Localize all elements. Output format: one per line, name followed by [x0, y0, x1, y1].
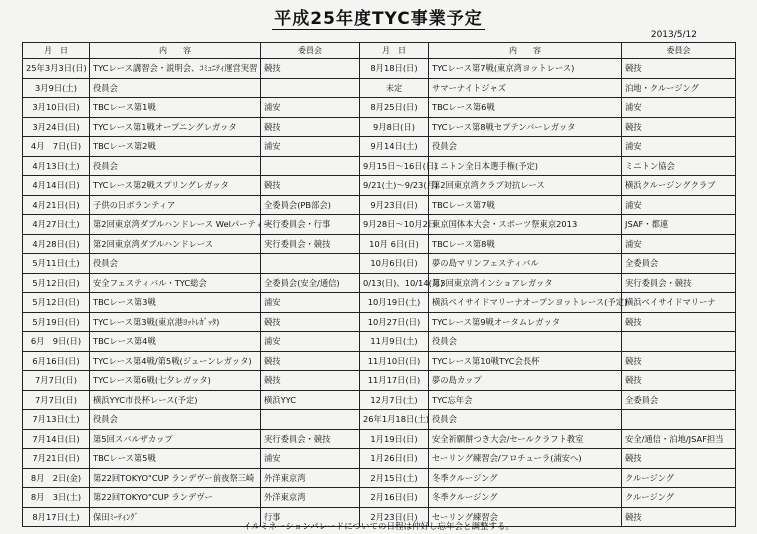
cell-content-left: 第5回スバルザカップ	[90, 429, 261, 449]
cell-committee-right: 実行委員会・競技	[622, 273, 736, 293]
cell-date-left: 4月 7日(日)	[23, 137, 90, 157]
cell-committee-left: 行事	[261, 507, 360, 527]
table-row	[23, 468, 736, 488]
cell-date-left: 6月16日(日)	[23, 351, 90, 371]
cell-content-right: サマーナイトジャズ	[429, 78, 622, 98]
cell-date-right: 1月26日(日)	[360, 449, 429, 469]
table-row	[23, 332, 736, 352]
cell-content-right: TYCレース第8戦セプテンバーレガッタ	[429, 117, 622, 137]
header-content-right: 内 容	[429, 43, 622, 59]
page-title: 平成25年度TYC事業予定	[274, 9, 483, 29]
cell-content-right: TYCレース第10戦TYC会長杯	[429, 351, 622, 371]
table-row	[23, 371, 736, 391]
cell-committee-right: 競技	[622, 507, 736, 527]
cell-date-left: 4月13日(土)	[23, 156, 90, 176]
cell-content-left: 第2回東京湾ダブルハンドレース	[90, 234, 261, 254]
cell-content-right: TYCレース第7戦(東京湾ヨットレース)	[429, 59, 622, 79]
cell-committee-right: 競技	[622, 59, 736, 79]
cell-content-right: 横浜ベイサイドマリーナオープンヨットレース(予定)	[429, 293, 622, 313]
cell-date-right: 9月8日(日)	[360, 117, 429, 137]
cell-content-right: TBCレース第8戦	[429, 234, 622, 254]
table-row	[23, 449, 736, 469]
cell-date-right: 10月27日(日)	[360, 312, 429, 332]
table-row	[23, 410, 736, 430]
cell-content-left: TBCレース第5戦	[90, 449, 261, 469]
cell-content-left: 子供の日ボランティア	[90, 195, 261, 215]
cell-content-left: 安全フェスティバル・TYC総会	[90, 273, 261, 293]
cell-date-right: 0/13(日)、10/14(月)	[360, 273, 429, 293]
cell-content-right: TYC忘年会	[429, 390, 622, 410]
cell-content-left: TBCレース第4戦	[90, 332, 261, 352]
cell-date-left: 4月27日(土)	[23, 215, 90, 235]
cell-date-right: 未定	[360, 78, 429, 98]
table-row	[23, 234, 736, 254]
cell-committee-left: 浦安	[261, 293, 360, 313]
cell-date-right: 11月9日(土)	[360, 332, 429, 352]
cell-date-right: 10月19日(土)	[360, 293, 429, 313]
cell-content-left: 保田ﾐｰﾃｨﾝｸﾞ	[90, 507, 261, 527]
table-row	[23, 312, 736, 332]
cell-committee-right: 全委員会	[622, 254, 736, 274]
table-header-row	[23, 43, 736, 59]
cell-date-right: 10月6日(日)	[360, 254, 429, 274]
cell-content-left: TYCレース講習会・説明会、ｺﾐｭﾆﾃｨ運営実習	[90, 59, 261, 79]
cell-date-right: 9月14日(土)	[360, 137, 429, 157]
cell-committee-left	[261, 410, 360, 430]
table-row	[23, 176, 736, 196]
cell-date-left: 7月13日(土)	[23, 410, 90, 430]
cell-date-left: 7月7日(日)	[23, 371, 90, 391]
cell-content-left: TYCレース第3戦(東京港ﾖｯﾄﾚｶﾞｯﾀ)	[90, 312, 261, 332]
cell-committee-right: 浦安	[622, 98, 736, 118]
cell-date-left: 6月 9日(日)	[23, 332, 90, 352]
cell-content-left: 第22回TOKYO"CUP ランデヴー前夜祭三崎	[90, 468, 261, 488]
table-row	[23, 78, 736, 98]
cell-content-right: 東京国体本大会・スポーツ祭東京2013	[429, 215, 622, 235]
cell-content-right: 夢の島カップ	[429, 371, 622, 391]
cell-date-left: 8月 3日(土)	[23, 488, 90, 508]
cell-content-left: TBCレース第2戦	[90, 137, 261, 157]
table-row	[23, 215, 736, 235]
cell-committee-right: 競技	[622, 371, 736, 391]
cell-date-left: 4月14日(日)	[23, 176, 90, 196]
cell-date-right: 1月19日(日)	[360, 429, 429, 449]
cell-content-right: セーリング練習会/フロチューラ(浦安へ)	[429, 449, 622, 469]
cell-date-right: 2月16日(日)	[360, 488, 429, 508]
cell-content-left: TBCレース第3戦	[90, 293, 261, 313]
header-date-left: 月 日	[23, 43, 90, 59]
cell-date-left: 25年3月3日(日)	[23, 59, 90, 79]
cell-committee-left: 競技	[261, 59, 360, 79]
cell-committee-left: 浦安	[261, 98, 360, 118]
cell-date-left: 5月12日(日)	[23, 293, 90, 313]
cell-date-right: 2月23日(日)	[360, 507, 429, 527]
cell-committee-left: 実行委員会・行事	[261, 215, 360, 235]
cell-committee-right: 浦安	[622, 137, 736, 157]
cell-date-right: 9/21(土)～9/23(月)	[360, 176, 429, 196]
table-row	[23, 429, 736, 449]
cell-committee-left: 横浜YYC	[261, 390, 360, 410]
cell-content-left: 役員会	[90, 156, 261, 176]
cell-committee-right: 競技	[622, 312, 736, 332]
cell-committee-left: 外洋東京湾	[261, 488, 360, 508]
header-content-left: 内 容	[90, 43, 261, 59]
cell-committee-right: 浦安	[622, 195, 736, 215]
cell-date-right: 8月25日(日)	[360, 98, 429, 118]
cell-committee-right	[622, 332, 736, 352]
cell-committee-left: 全委員会(PB部会)	[261, 195, 360, 215]
cell-date-right: 9月15日～16日(日)	[360, 156, 429, 176]
cell-content-left: 役員会	[90, 254, 261, 274]
cell-date-left: 7月14日(日)	[23, 429, 90, 449]
cell-content-right: セーリング練習会	[429, 507, 622, 527]
cell-content-right: 第3回東京湾インショアレガッタ	[429, 273, 622, 293]
cell-date-left: 4月28日(日)	[23, 234, 90, 254]
cell-committee-right: 安全/通信・泊地/JSAF担当	[622, 429, 736, 449]
table-row	[23, 117, 736, 137]
cell-committee-right: 泊地・クルージング	[622, 78, 736, 98]
cell-content-left: TYCレース第1戦オープニングレガッタ	[90, 117, 261, 137]
cell-content-right: TYCレース第9戦オータムレガッタ	[429, 312, 622, 332]
cell-content-right: 第2回東京湾クラブ対抗レース	[429, 176, 622, 196]
cell-committee-right: 全委員会	[622, 390, 736, 410]
cell-committee-left: 競技	[261, 351, 360, 371]
cell-committee-left: 外洋東京湾	[261, 468, 360, 488]
document-date: 2013/5/12	[650, 30, 697, 40]
cell-date-right: 9月23日(日)	[360, 195, 429, 215]
cell-content-left: 役員会	[90, 410, 261, 430]
cell-date-left: 8月17日(土)	[23, 507, 90, 527]
cell-date-left: 3月10日(日)	[23, 98, 90, 118]
cell-content-left: 役員会	[90, 78, 261, 98]
cell-committee-left: 競技	[261, 117, 360, 137]
cell-content-right: 冬季クルージング	[429, 468, 622, 488]
cell-committee-right: 横浜ベイサイドマリーナ	[622, 293, 736, 313]
table-row	[23, 137, 736, 157]
cell-committee-right: 横浜クルージングクラブ	[622, 176, 736, 196]
cell-date-left: 5月19日(日)	[23, 312, 90, 332]
cell-committee-left: 競技	[261, 312, 360, 332]
table-row	[23, 293, 736, 313]
cell-date-right: 8月18日(日)	[360, 59, 429, 79]
cell-committee-left: 浦安	[261, 137, 360, 157]
cell-committee-left: 浦安	[261, 332, 360, 352]
cell-content-right: TBCレース第7戦	[429, 195, 622, 215]
table-row	[23, 351, 736, 371]
cell-content-left: 横浜YYC市長杯レース(予定)	[90, 390, 261, 410]
cell-content-left: 第22回TOKYO"CUP ランデヴー	[90, 488, 261, 508]
cell-date-right: 10月 6日(日)	[360, 234, 429, 254]
cell-committee-left: 実行委員会・競技	[261, 429, 360, 449]
cell-date-right: 11月17日(日)	[360, 371, 429, 391]
cell-committee-left	[261, 78, 360, 98]
cell-content-left: TBCレース第1戦	[90, 98, 261, 118]
cell-committee-right: クルージング	[622, 488, 736, 508]
cell-content-left: TYCレース第2戦スプリングレガッタ	[90, 176, 261, 196]
table-row	[23, 156, 736, 176]
cell-date-left: 7月7日(日)	[23, 390, 90, 410]
cell-committee-left: 競技	[261, 371, 360, 391]
cell-committee-left	[261, 254, 360, 274]
cell-date-right: 11月10日(日)	[360, 351, 429, 371]
cell-date-left: 5月11日(土)	[23, 254, 90, 274]
cell-committee-left: 全委員会(安全/通信)	[261, 273, 360, 293]
cell-content-right: 安全祈願餅つき大会/セールクラフト教室	[429, 429, 622, 449]
cell-committee-right: 浦安	[622, 234, 736, 254]
cell-committee-left: 実行委員会・競技	[261, 234, 360, 254]
table-row	[23, 488, 736, 508]
cell-committee-left: 浦安	[261, 449, 360, 469]
schedule-table	[22, 42, 736, 527]
cell-content-right: TBCレース第6戦	[429, 98, 622, 118]
cell-committee-left: 競技	[261, 176, 360, 196]
cell-committee-right: 競技	[622, 351, 736, 371]
header-date-right: 月 日	[360, 43, 429, 59]
cell-committee-right: JSAF・都連	[622, 215, 736, 235]
cell-date-left: 5月12日(日)	[23, 273, 90, 293]
table-row	[23, 390, 736, 410]
cell-date-left: 4月21日(日)	[23, 195, 90, 215]
cell-committee-right	[622, 410, 736, 430]
cell-date-right: 9月28日～10月2日	[360, 215, 429, 235]
cell-date-right: 2月15日(土)	[360, 468, 429, 488]
cell-date-left: 7月21日(日)	[23, 449, 90, 469]
cell-content-right: 役員会	[429, 410, 622, 430]
cell-content-right: 役員会	[429, 137, 622, 157]
header-committee-left: 委員会	[261, 43, 360, 59]
cell-content-left: TYCレース第4戦/第5戦(ジューンレガッタ)	[90, 351, 261, 371]
cell-date-left: 8月 2日(金)	[23, 468, 90, 488]
cell-date-left: 3月9日(土)	[23, 78, 90, 98]
cell-content-right: 夢の島マリンフェスティバル	[429, 254, 622, 274]
cell-content-right: ミニトン全日本選手権(予定)	[429, 156, 622, 176]
table-row	[23, 98, 736, 118]
cell-content-left: TYCレース第6戦(七夕レガッタ)	[90, 371, 261, 391]
cell-date-right: 12月7日(土)	[360, 390, 429, 410]
schedule-body	[23, 59, 736, 527]
footnote: イルミネーションパレードについての日程は仲好し忘年会と調整する。	[243, 522, 514, 532]
cell-committee-left	[261, 156, 360, 176]
cell-committee-right: ミニトン協会	[622, 156, 736, 176]
table-row	[23, 273, 736, 293]
cell-content-right: 冬季クルージング	[429, 488, 622, 508]
table-row	[23, 195, 736, 215]
cell-committee-right: 競技	[622, 117, 736, 137]
cell-committee-right: クルージング	[622, 468, 736, 488]
table-row	[23, 59, 736, 79]
table-row	[23, 254, 736, 274]
cell-date-right: 26年1月18日(土)	[360, 410, 429, 430]
cell-content-left: 第2回東京湾ダブルハンドレース Welパーティー	[90, 215, 261, 235]
cell-content-right: 役員会	[429, 332, 622, 352]
cell-committee-right: 競技	[622, 449, 736, 469]
cell-date-left: 3月24日(日)	[23, 117, 90, 137]
header-committee-right: 委員会	[622, 43, 736, 59]
